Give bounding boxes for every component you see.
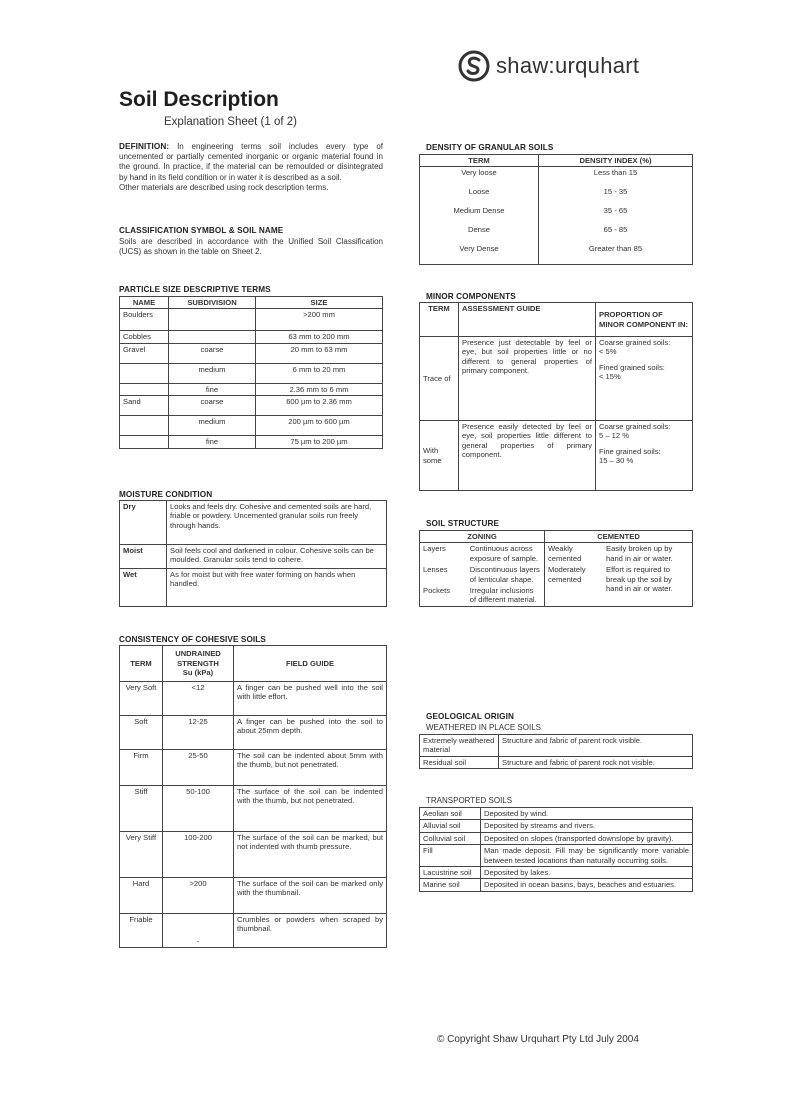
minor-prop-label: Coarse grained soils: (599, 422, 671, 431)
particle-col-subdivision: SUBDIVISION (169, 297, 256, 309)
structure-cement-desc: Effort is required to break up the soil by hand in air or water. (603, 564, 693, 606)
consistency-guide: The surface of the soil can be marked only with the thumbnail. (234, 878, 387, 914)
transported-term: Lacustrine soil (420, 867, 481, 879)
particle-size: 63 mm to 200 mm (256, 331, 383, 343)
page-subtitle: Explanation Sheet (1 of 2) (164, 116, 297, 128)
table-row (120, 682, 387, 716)
structure-zone-term: Layers (420, 543, 467, 564)
table-row (120, 501, 387, 545)
structure-heading: SOIL STRUCTURE (426, 519, 500, 528)
table-row (420, 832, 693, 844)
strength-label: UNDRAINED STRENGTH (175, 649, 221, 668)
minor-heading: MINOR COMPONENTS (426, 292, 516, 301)
transported-term: Colluvial soil (420, 832, 481, 844)
structure-cement-term: Moderately cemented (545, 564, 604, 606)
consistency-guide: A finger can be pushed into the soil to about 25mm depth. (234, 716, 387, 750)
minor-prop-value: 5 – 12 % (599, 431, 629, 441)
table-row (420, 808, 693, 820)
table-row (120, 436, 383, 448)
weathered-term: Extremely weathered material (420, 735, 499, 757)
density-term: Very loose (420, 167, 539, 186)
page-title: Soil Description (119, 88, 279, 111)
minor-header-row (420, 303, 693, 337)
consistency-strength: 50-100 (163, 786, 234, 832)
particle-sub: medium (169, 416, 256, 436)
consistency-term: Very Soft (120, 682, 163, 716)
table-row (120, 914, 387, 948)
table-row (420, 337, 693, 421)
table-row (420, 845, 693, 867)
table-row (420, 186, 693, 205)
moisture-table (119, 500, 387, 607)
particle-sub: coarse (169, 396, 256, 416)
particle-table (119, 296, 383, 449)
consistency-strength: <12 (163, 682, 234, 716)
particle-col-size: SIZE (256, 297, 383, 309)
consistency-heading: CONSISTENCY OF COHESIVE SOILS (119, 635, 266, 644)
structure-cement-desc: Easily broken up by hand in air or water. (603, 543, 693, 564)
table-row (420, 820, 693, 832)
particle-size: 600 µm to 2.36 mm (256, 396, 383, 416)
density-index: 15 - 35 (539, 186, 693, 205)
minor-col-guide: ASSESSMENT GUIDE (459, 303, 596, 337)
structure-zone-term: Pockets (420, 585, 467, 606)
classification-text: Soils are described in accordance with the Unified Soil Classification (UCS) as shown in the table on Sheet 2. (119, 237, 383, 257)
particle-size: 6 mm to 20 mm (256, 363, 383, 383)
table-row (420, 867, 693, 879)
particle-name: Gravel (120, 343, 169, 363)
consistency-term: Hard (120, 878, 163, 914)
consistency-strength: 25-50 (163, 750, 234, 786)
particle-sub: fine (169, 383, 256, 395)
consistency-term: Soft (120, 716, 163, 750)
moisture-heading: MOISTURE CONDITION (119, 490, 213, 499)
particle-size: 200 µm to 600 µm (256, 416, 383, 436)
structure-zone-desc: Continuous across exposure of sample. (467, 543, 545, 564)
consistency-guide: A finger can be pushed well into the soil with little effort. (234, 682, 387, 716)
table-row (120, 363, 383, 383)
density-header-row (420, 155, 693, 167)
density-term: Medium Dense (420, 205, 539, 224)
particle-size: >200 mm (256, 309, 383, 331)
consistency-table (119, 645, 387, 948)
transported-desc: Deposited in ocean basins, bays, beaches and estuaries. (481, 879, 693, 891)
table-row (120, 878, 387, 914)
consistency-term: Firm (120, 750, 163, 786)
particle-name: Boulders (120, 309, 169, 331)
consistency-guide: The surface of the soil can be indented with the thumb, but not penetrated. (234, 786, 387, 832)
density-term: Dense (420, 224, 539, 243)
particle-size: 20 mm to 63 mm (256, 343, 383, 363)
density-col-index: DENSITY INDEX (%) (539, 155, 693, 167)
table-row (420, 735, 693, 757)
transported-term: Fill (420, 845, 481, 867)
transported-desc: Deposited by streams and rivers. (481, 820, 693, 832)
particle-col-name: NAME (120, 297, 169, 309)
strength-unit: Su (kPa) (182, 668, 214, 678)
consistency-term: Stiff (120, 786, 163, 832)
moisture-desc: Soil feels cool and darkened in colour. Cohesive soils can be moulded. Granular soils tend to cohere. (167, 545, 387, 569)
table-row (120, 343, 383, 363)
brand-logo (458, 50, 639, 82)
minor-table (419, 302, 693, 491)
table-row (120, 569, 387, 607)
table-row (420, 879, 693, 891)
consistency-col-term: TERM (120, 646, 163, 682)
minor-prop-label: Fine grained soils: (599, 446, 661, 456)
consistency-guide: Crumbles or powders when scraped by thumbnail. (234, 914, 387, 948)
definition-block (119, 142, 383, 193)
minor-prop-value: < 5% (599, 347, 617, 357)
consistency-strength: - (163, 914, 234, 948)
density-index: 35 - 65 (539, 205, 693, 224)
minor-proportion (596, 337, 693, 421)
structure-zone-term: Lenses (420, 564, 467, 585)
structure-header-row (420, 531, 693, 543)
transported-desc: Man made deposit. Fill may be significantly more variable between tested locations than naturally occurring soils. (481, 845, 693, 867)
density-index: Greater than 85 (539, 243, 693, 265)
particle-name (120, 436, 169, 448)
weathered-term: Residual soil (420, 756, 499, 768)
particle-sub (169, 309, 256, 331)
particle-sub: fine (169, 436, 256, 448)
table-row (420, 564, 693, 585)
density-index: 65 - 85 (539, 224, 693, 243)
density-term: Loose (420, 186, 539, 205)
consistency-strength: 100-200 (163, 832, 234, 878)
density-table (419, 154, 693, 265)
copyright: © Copyright Shaw Urquhart Pty Ltd July 2004 (437, 1034, 639, 1045)
minor-col-proportion: PROPORTION OF MINOR COMPONENT IN: (596, 303, 693, 337)
brand-name: shaw:urquhart (496, 53, 640, 78)
shaw-urquhart-logo-icon (458, 50, 490, 82)
minor-prop-label: Fined grained soils: (599, 362, 665, 372)
particle-name (120, 363, 169, 383)
table-row (420, 167, 693, 186)
weathered-desc: Structure and fabric of parent rock visible. (499, 735, 693, 757)
table-row (420, 205, 693, 224)
structure-col-zoning: ZONING (420, 531, 545, 543)
definition-text: In engineering terms soil includes every type of uncemented or partially cemented inorganic or organic material found in the ground. In practice, if the material can be remoulded or disintegrated by hand in its field condition or in water it is described as a soil. (119, 142, 383, 182)
table-row (120, 832, 387, 878)
table-row (120, 750, 387, 786)
table-row (120, 786, 387, 832)
weathered-desc: Structure and fabric of parent rock not visible. (499, 756, 693, 768)
definition-label: DEFINITION: (119, 142, 170, 151)
density-index: Less than 15 (539, 167, 693, 186)
table-row (120, 716, 387, 750)
minor-prop-value: < 15% (599, 372, 621, 382)
particle-sub (169, 331, 256, 343)
structure-zone-desc: Irregular inclusions of different material. (467, 585, 545, 606)
minor-guide: Presence easily detected by feel or eye, soil properties little different to general properties of primary component. (459, 421, 596, 491)
structure-cement-term: Weakly cemented (545, 543, 604, 564)
table-row (420, 543, 693, 564)
table-row (120, 383, 383, 395)
consistency-header-row (120, 646, 387, 682)
minor-prop-value: 15 – 30 % (599, 456, 634, 466)
table-row (420, 421, 693, 491)
minor-term: Trace of (420, 337, 459, 421)
density-term: Very Dense (420, 243, 539, 265)
table-row (420, 243, 693, 265)
particle-size: 75 µm to 200 µm (256, 436, 383, 448)
consistency-col-guide: FIELD GUIDE (234, 646, 387, 682)
transported-heading: TRANSPORTED SOILS (426, 796, 513, 805)
weathered-table (419, 734, 693, 769)
table-row (120, 545, 387, 569)
consistency-term: Very Stiff (120, 832, 163, 878)
particle-name (120, 383, 169, 395)
moisture-term: Wet (120, 569, 167, 607)
minor-guide: Presence just detectable by feel or eye, but soil properties little or no different to general properties of primary component. (459, 337, 596, 421)
particle-name: Sand (120, 396, 169, 416)
table-row (120, 396, 383, 416)
transported-desc: Deposited on slopes (transported downslope by gravity). (481, 832, 693, 844)
consistency-strength: >200 (163, 878, 234, 914)
minor-prop-label: Coarse grained soils: (599, 338, 671, 347)
transported-term: Aeolian soil (420, 808, 481, 820)
minor-proportion (596, 421, 693, 491)
transported-desc: Deposited by lakes. (481, 867, 693, 879)
consistency-strength: 12-25 (163, 716, 234, 750)
moisture-desc: As for moist but with free water forming on hands when handled. (167, 569, 387, 607)
consistency-col-strength (163, 646, 234, 682)
particle-heading: PARTICLE SIZE DESCRIPTIVE TERMS (119, 285, 271, 294)
particle-name: Cobbles (120, 331, 169, 343)
particle-header-row (120, 297, 383, 309)
table-row (120, 331, 383, 343)
transported-term: Marine soil (420, 879, 481, 891)
transported-table (419, 807, 693, 892)
consistency-guide: The soil can be indented about 5mm with the thumb, but not penetrated. (234, 750, 387, 786)
structure-col-cemented: CEMENTED (545, 531, 693, 543)
consistency-guide: The surface of the soil can be marked, but not indented with thumb pressure. (234, 832, 387, 878)
geological-heading: GEOLOGICAL ORIGIN (426, 712, 514, 721)
moisture-desc: Looks and feels dry. Cohesive and cemented soils are hard, friable or powdery. Uncemented granular soils run freely through hands. (167, 501, 387, 545)
particle-sub: coarse (169, 343, 256, 363)
moisture-term: Dry (120, 501, 167, 545)
minor-col-term: TERM (420, 303, 459, 337)
structure-table (419, 530, 693, 607)
table-row (120, 309, 383, 331)
table-row (420, 756, 693, 768)
consistency-term: Friable (120, 914, 163, 948)
structure-zone-desc: Discontinuous layers of lenticular shape. (467, 564, 545, 585)
particle-size: 2.36 mm to 6 mm (256, 383, 383, 395)
transported-desc: Deposited by wind. (481, 808, 693, 820)
density-heading: DENSITY OF GRANULAR SOILS (426, 143, 554, 152)
minor-term: With some (420, 421, 459, 491)
classification-heading: CLASSIFICATION SYMBOL & SOIL NAME (119, 226, 284, 235)
transported-term: Alluvial soil (420, 820, 481, 832)
density-col-term: TERM (420, 155, 539, 167)
particle-sub: medium (169, 363, 256, 383)
weathered-heading: WEATHERED IN PLACE SOILS (426, 723, 541, 732)
definition-text-2: Other materials are described using rock description terms. (119, 182, 329, 192)
moisture-term: Moist (120, 545, 167, 569)
table-row (420, 224, 693, 243)
table-row (120, 416, 383, 436)
particle-name (120, 416, 169, 436)
